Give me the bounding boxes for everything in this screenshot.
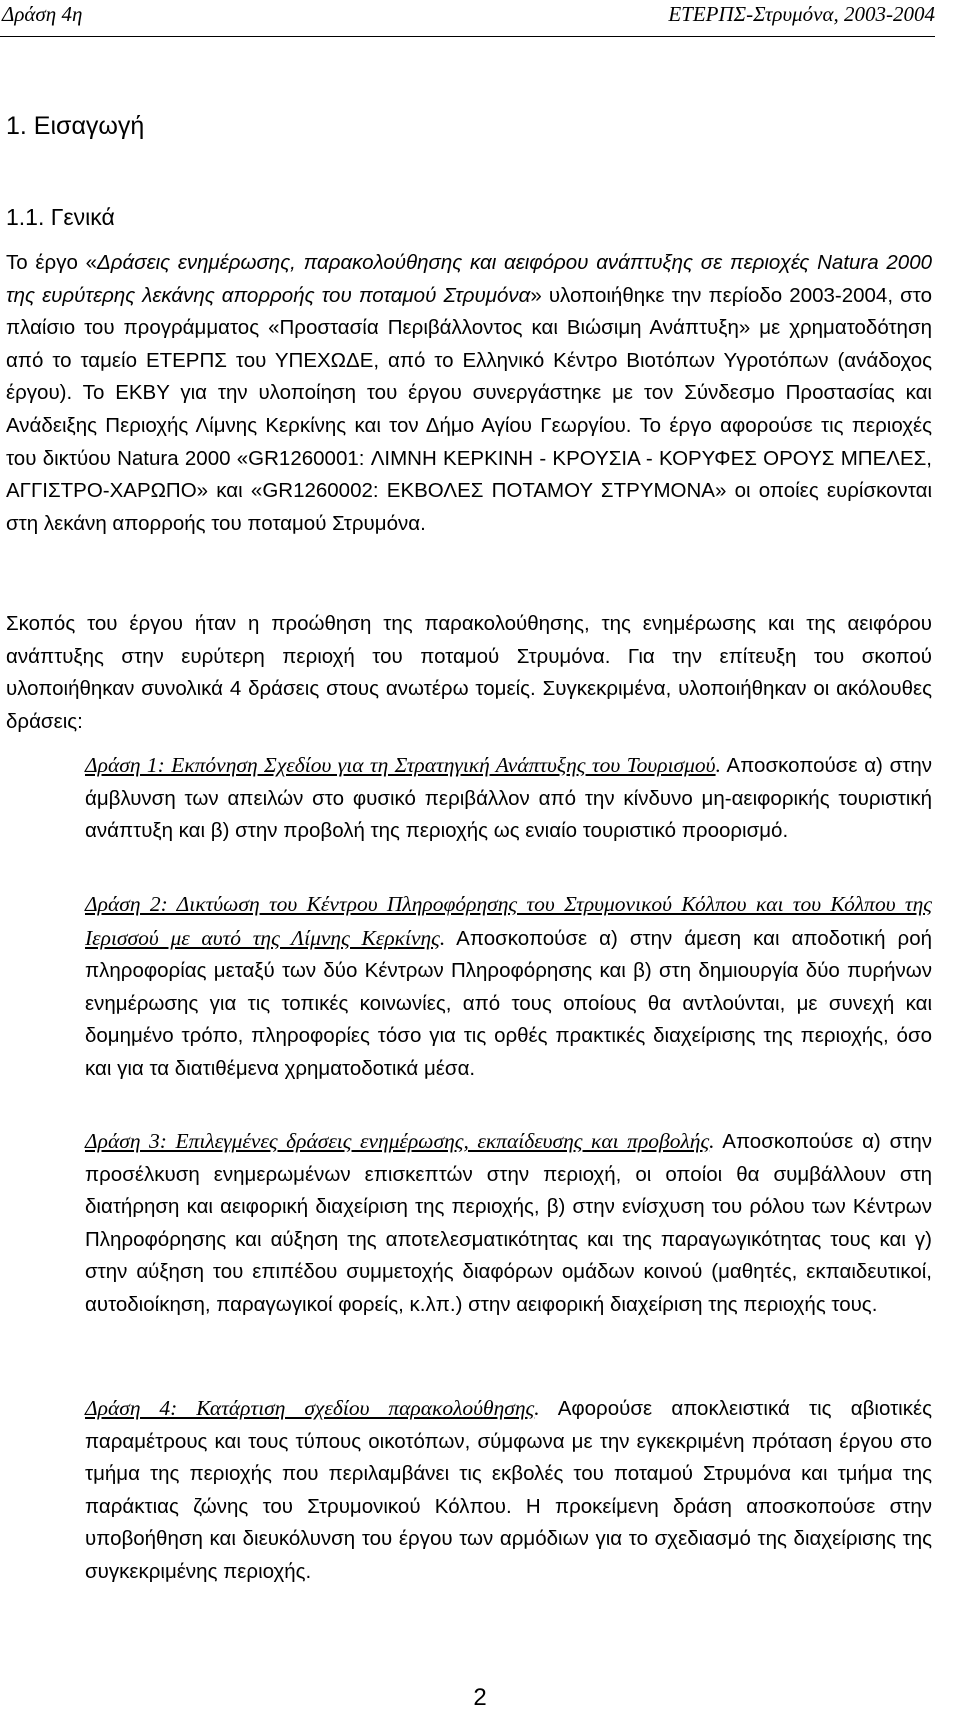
action-title: Δράση 2: Δικτύωση του Κέντρου Πληροφόρησης του Στρυμονικού Κόλπου και του Κόλπου της Ιερισσού με αυτό της Λίμνης Κερκίνης [85,892,932,950]
action-text: Αποσκοπούσε α) στην άμβλυνση των απειλών στο φυσικό περιβάλλον από την κίνδυνο μη-αειφορικής τουριστική ανάπτυξη και β) στην προβολή της περιοχής ως ενιαίο τουριστικό προορισμό. [85,754,933,843]
action-text: Αποσκοπούσε α) στην άμεση και αποδοτική ροή πληροφορίας μεταξύ των δύο Κέντρων Πληροφόρησης και β) στη δημιουργία δύο πυρήνων ενημέρωσης για τις τοπικές κοινωνίες, από τους οποίους θα αντλούνται, με συνεχή και δομημένο τρόπο, πληροφορίες τόσο για τις ορθές πρακτικές διαχείρισης της περιοχής, όσο και για τα διατιθέμενα χρηματοδοτικά μέσα. [85,926,933,1080]
intro-rest: » υλοποιήθηκε την περίοδο 2003-2004, στο πλαίσιο του προγράμματος «Προστασία Περιβάλλοντος και Βιώσιμη Ανάπτυξη» με χρηματοδότηση από το ταμείο ΕΤΕΡΠΣ του ΥΠΕΧΩΔΕ, από το Ελληνικό Κέντρο Βιοτόπων Υγροτόπων (ανάδοχος έργου). Το ΕΚΒΥ για την υλοποίηση του έργου συνεργάστηκε με τον Σύνδεσμο Προστασίας και Ανάδειξης Περιοχής Λίμνης Κερκίνης και τον Δήμο Αγίου Γεωργίου. Το έργο αφορούσε τις περιοχές του δικτύου Natura 2000 «GR1260001: ΛΙΜΝΗ ΚΕΡΚΙΝΗ - ΚΡΟΥΣΙΑ - ΚΟΡΥΦΕΣ ΟΡΟΥΣ ΜΠΕΛΕΣ, ΑΓΓΙΣΤΡΟ-ΧΑΡΩΠΟ» και «GR1260002: ΕΚΒΟΛΕΣ ΠΟΤΑΜΟΥ ΣΤΡΥΜΟΝΑ» οι οποίες ευρίσκονται στη λεκάνη απορροής του ποταμού Στρυμόνα. [6,283,932,535]
action-text: Αφορούσε αποκλειστικά τις αβιοτικές παραμέτρους και τους τύπους οικοτόπων, σύμφωνα με την εγκεκριμένη πρόταση έργου στο τμήμα της περιοχής που περιλαμβάνει τις εκβολές του ποταμού Στρυμόνα και τμήμα της παράκτιας ζώνης του Στρυμονικού Κόλπου. Η προκείμενη δράση αποσκοπούσε στην υποβοήθηση και διευκόλυνση του έργου των αρμόδιων για το σχεδιασμό της διαχείρισης της συγκεκριμένης περιοχής. [85,1397,932,1583]
action-title-suffix: . [715,753,721,777]
goal-paragraph: Σκοπός του έργου ήταν η προώθηση της παρακολούθησης, της ενημέρωσης και της αειφόρου ανάπτυξης στην ευρύτερη περιοχή του ποταμού Στρυμόνα. Για την επίτευξη του σκοπού υλοποιήθηκαν συνολικά 4 δράσεις στους ανωτέρω τομείς. Συγκεκριμένα, υλοποιήθηκαν οι ακόλουθες δράσεις: [6,612,932,733]
intro-lead: Το έργο « [6,251,98,274]
action-title: Δράση 3: Επιλεγμένες δράσεις ενημέρωσης, εκπαίδευσης και προβολής [85,1129,710,1153]
action-item [85,1392,932,1589]
header-left: Δράση 4η [2,2,83,26]
subsection-title: 1.1. Γενικά [6,204,115,230]
action-item [85,888,932,1086]
intro-paragraph [6,247,932,540]
action-item [85,749,932,848]
action-title: Δράση 1: Εκπόνηση Σχεδίου για τη Στρατηγική Ανάπτυξης του Τουρισμού [85,753,716,777]
section-title: 1. Εισαγωγή [6,112,145,140]
action-item [85,1125,932,1322]
action-text: Αποσκοπούσε α) στην προσέλκυση ενημερωμένων επισκεπτών στην περιοχή, οι οποίοι θα συμβάλλουν στη διατήρηση και αειφορική διαχείριση της περιοχής, β) στην ενίσχυση του ρόλου των Κέντρων Πληροφόρησης και αύξηση της αποτελεσματικότητας και της παραγωγικότητας τους και γ) στην αύξηση του επιπέδου συμμετοχής διαφόρων ομάδων κοινού (μαθητές, εκπαιδευτικοί, αυτοδιοίκηση, παραγωγικοί φορείς, κ.λπ.) στην αειφορική διαχείριση της περιοχής τους. [85,1130,932,1316]
action-title-suffix: . [534,1396,540,1420]
running-header [0,2,935,37]
page-number: 2 [473,1684,487,1711]
action-title-suffix: . [439,925,446,950]
action-title: Δράση 4: Κατάρτιση σχεδίου παρακολούθησης [85,1396,535,1420]
header-right: ΕΤΕΡΠΣ-Στρυμόνα, 2003-2004 [668,2,935,26]
project-title: Δράσεις ενημέρωσης, παρακολούθησης και αειφόρου ανάπτυξης σε περιοχές Natura 2000 της ευρύτερης λεκάνης απορροής του ποταμού Στρυμόνα [6,251,932,307]
action-title-suffix: . [709,1129,715,1153]
